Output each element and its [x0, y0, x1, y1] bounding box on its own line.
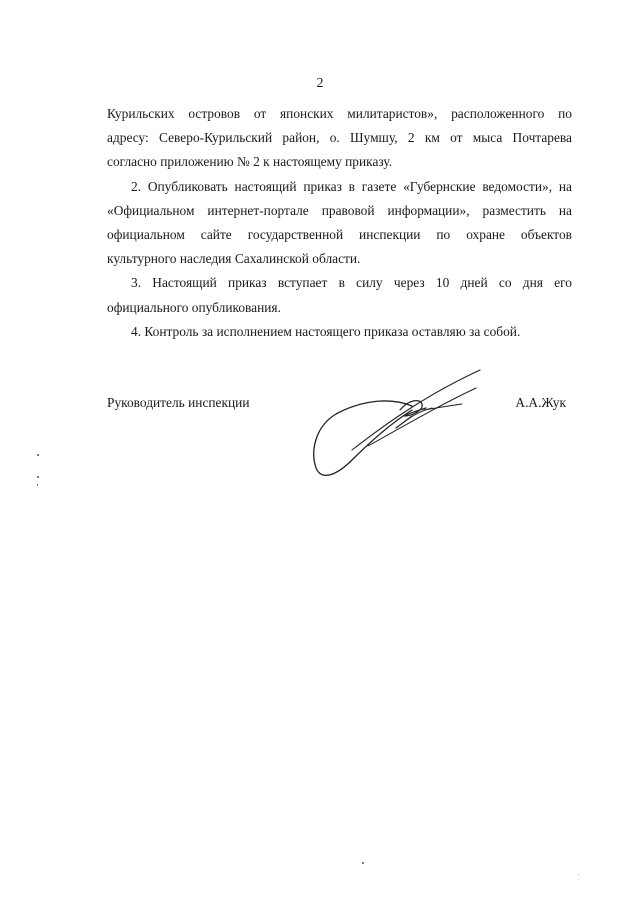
text-line: официального опубликования. [107, 299, 281, 315]
signatory-title: Руководитель инспекции [107, 395, 250, 410]
paragraph-control [107, 320, 572, 344]
signatory-name: А.А.Жук [515, 395, 566, 410]
scan-speck [37, 484, 38, 486]
paragraph-continuation [107, 102, 572, 175]
text-line: 2. Опубликовать настоящий приказ в газете «Губернские ведомости», на [131, 178, 572, 194]
text-line: «Официальном интернет-портале правовой информации», разместить на [107, 202, 572, 218]
scan-speck [362, 862, 364, 864]
page-number: 2 [316, 76, 324, 91]
text-line: Курильских островов от японских милитаристов», расположенного по [107, 106, 572, 121]
text-line: 3. Настоящий приказ вступает в силу через 10 дней со дня его [131, 275, 572, 291]
text-line: культурного наследия Сахалинской области. [107, 251, 361, 267]
handwritten-signature-icon [308, 366, 490, 481]
text-line: согласно приложению № 2 к настоящему приказу. [107, 154, 393, 170]
paragraph-effective [107, 271, 572, 319]
paragraph-publish [107, 175, 572, 272]
scan-speck [578, 874, 579, 875]
text-line: 4. Контроль за исполнением настоящего приказа оставляю за собой. [131, 323, 521, 339]
document-body [107, 102, 572, 344]
text-line: официальном сайте государственной инспекции по охране объектов [107, 227, 572, 243]
scan-speck [37, 476, 39, 478]
scan-speck [37, 454, 39, 456]
text-line: адресу: Северо-Курильский район, о. Шумшу, 2 км от мыса Почтарева [107, 130, 572, 146]
